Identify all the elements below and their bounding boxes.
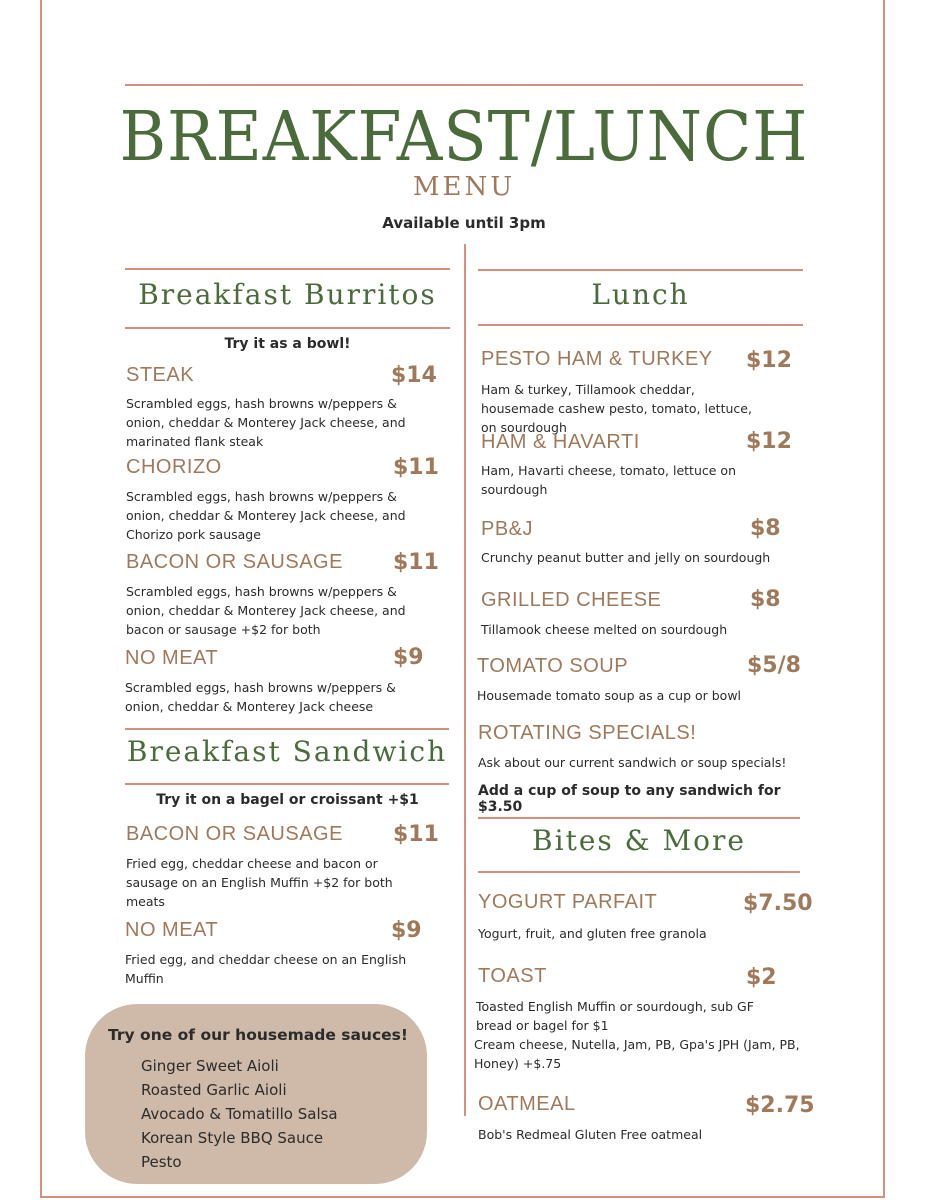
- item-description: Housemade tomato soup as a cup or bowl: [477, 688, 742, 703]
- item-name: CHORIZO: [126, 456, 222, 478]
- item-price: $8: [750, 587, 781, 612]
- item-description: Scrambled eggs, hash browns w/peppers & onion, cheddar & Monterey Jack cheese: [125, 680, 396, 714]
- item-price: $2: [746, 965, 777, 990]
- item-name: STEAK: [126, 364, 195, 386]
- soup-addon-note: Add a cup of soup to any sandwich for $3.50: [478, 783, 781, 815]
- item-name: OATMEAL: [478, 1093, 576, 1115]
- sauce-item: Avocado & Tomatillo Salsa: [141, 1105, 338, 1123]
- item-name: ROTATING SPECIALS!: [478, 722, 697, 744]
- availability-note: Available until 3pm: [382, 214, 546, 232]
- item-price: $14: [391, 363, 437, 388]
- item-name: BACON OR SAUSAGE: [126, 551, 343, 573]
- item-name: TOAST: [478, 965, 547, 987]
- item-price: $9: [391, 918, 422, 943]
- item-description: Ham & turkey, Tillamook cheddar, housemade cashew pesto, tomato, lettuce, on sourdough: [481, 382, 752, 435]
- item-price: $12: [746, 348, 792, 373]
- item-price: $11: [393, 550, 439, 575]
- header-divider: [125, 84, 803, 86]
- item-name: BACON OR SAUSAGE: [126, 823, 343, 845]
- item-price: $7.50: [743, 891, 813, 916]
- burritos-bottom-rule: [125, 327, 450, 329]
- item-name: GRILLED CHEESE: [481, 589, 662, 611]
- item-price: $9: [393, 645, 424, 670]
- item-description: Bob's Redmeal Gluten Free oatmeal: [478, 1127, 703, 1142]
- item-price: $8: [750, 516, 781, 541]
- burritos-top-rule: [125, 268, 450, 270]
- section-heading-sandwich: Breakfast Sandwich: [126, 735, 448, 768]
- item-name: HAM & HAVARTI: [481, 431, 640, 453]
- section-heading-bites: Bites & More: [532, 824, 746, 857]
- item-description: Scrambled eggs, hash browns w/peppers & onion, cheddar & Monterey Jack cheese, and bacon or sausage +$2 for both: [126, 584, 406, 637]
- item-description: Scrambled eggs, hash browns w/peppers & onion, cheddar & Monterey Jack cheese, and marinated flank steak: [126, 396, 406, 449]
- column-divider: [464, 244, 466, 1116]
- item-description: Ham, Havarti cheese, tomato, lettuce on sourdough: [481, 463, 736, 497]
- section-heading-lunch: Lunch: [591, 278, 690, 311]
- sandwich-top-rule: [125, 728, 449, 730]
- sandwich-bottom-rule: [125, 783, 449, 785]
- sauce-list: [141, 1054, 338, 1174]
- item-name: TOMATO SOUP: [477, 655, 629, 677]
- item-price: $11: [393, 455, 439, 480]
- item-description: Fried egg, cheddar cheese and bacon or sausage on an English Muffin +$2 for both meats: [126, 856, 393, 909]
- sauce-item: Roasted Garlic Aioli: [141, 1081, 287, 1099]
- item-name: PB&J: [481, 518, 534, 540]
- item-price: $11: [393, 822, 439, 847]
- item-name: PESTO HAM & TURKEY: [481, 348, 713, 370]
- sandwich-note: Try it on a bagel or croissant +$1: [156, 792, 419, 808]
- sauce-item: Ginger Sweet Aioli: [141, 1057, 279, 1075]
- item-price: $12: [746, 429, 792, 454]
- item-name: YOGURT PARFAIT: [478, 891, 658, 913]
- item-description: Toasted English Muffin or sourdough, sub GF bread or bagel for $1: [476, 999, 754, 1033]
- sauce-panel-title: Try one of our housemade sauces!: [108, 1026, 408, 1044]
- sauce-item: Korean Style BBQ Sauce: [141, 1129, 324, 1147]
- sauce-item: Pesto: [141, 1153, 182, 1171]
- item-description: Scrambled eggs, hash browns w/peppers & onion, cheddar & Monterey Jack cheese, and Chorizo pork sausage: [126, 489, 406, 542]
- burritos-note: Try it as a bowl!: [224, 336, 351, 352]
- item-description: Crunchy peanut butter and jelly on sourdough: [481, 550, 771, 565]
- bites-bottom-rule: [478, 871, 800, 873]
- item-description: Fried egg, and cheddar cheese on an English Muffin: [125, 952, 407, 986]
- section-heading-burritos: Breakfast Burritos: [138, 278, 437, 311]
- item-description: Tillamook cheese melted on sourdough: [481, 622, 728, 637]
- item-description: Yogurt, fruit, and gluten free granola: [478, 926, 707, 941]
- bites-top-rule: [478, 817, 800, 819]
- item-name: NO MEAT: [125, 647, 219, 669]
- item-description-extra: Cream cheese, Nutella, Jam, PB, Gpa's JPH (Jam, PB, Honey) +$.75: [474, 1037, 800, 1071]
- item-price: $2.75: [745, 1093, 815, 1118]
- item-name: NO MEAT: [125, 919, 219, 941]
- lunch-top-rule: [478, 269, 803, 271]
- item-description: Ask about our current sandwich or soup specials!: [478, 755, 787, 770]
- page-title: BREAKFAST/LUNCH: [119, 98, 809, 177]
- item-price: $5/8: [747, 653, 801, 678]
- page-subtitle: MENU: [412, 172, 516, 202]
- lunch-bottom-rule: [478, 324, 803, 326]
